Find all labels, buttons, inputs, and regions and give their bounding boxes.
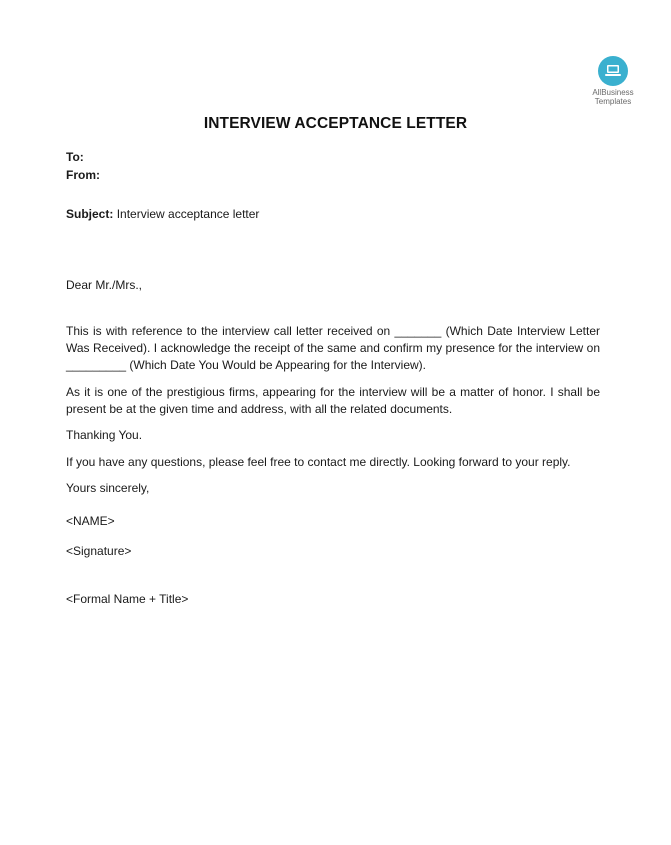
formal-name-placeholder: <Formal Name + Title>	[66, 592, 189, 606]
subject-label: Subject:	[66, 207, 114, 221]
name-placeholder: <NAME>	[66, 514, 115, 528]
paragraph-contact: If you have any questions, please feel free to contact me directly. Looking forward to your reply.	[66, 455, 571, 469]
to-label: To:	[66, 150, 84, 164]
salutation: Dear Mr./Mrs.,	[66, 278, 143, 292]
laptop-icon	[598, 56, 628, 86]
page-title: INTERVIEW ACCEPTANCE LETTER	[203, 115, 468, 132]
allbusiness-logo	[583, 56, 643, 106]
subject-text: Interview acceptance letter	[116, 207, 260, 221]
closing-line: Yours sincerely,	[66, 481, 150, 495]
logo-text: AllBusiness Templates	[592, 88, 634, 106]
from-label: From:	[66, 168, 100, 182]
paragraph-reference: This is with reference to the interview call letter received on _______ (Which Date Interview Letter Was Received). I acknowledge the receipt of the same and confirm my presence for the interview on _________ (Which Date You Would be Appearing for the Interview).	[66, 324, 600, 372]
signature-placeholder: <Signature>	[66, 544, 132, 558]
thanks-line: Thanking You.	[66, 428, 143, 442]
paragraph-honor: As it is one of the prestigious firms, appearing for the interview will be a matter of honor. I shall be present be at the given time and address, with all the related documents.	[66, 385, 600, 416]
subject-line	[66, 207, 259, 222]
